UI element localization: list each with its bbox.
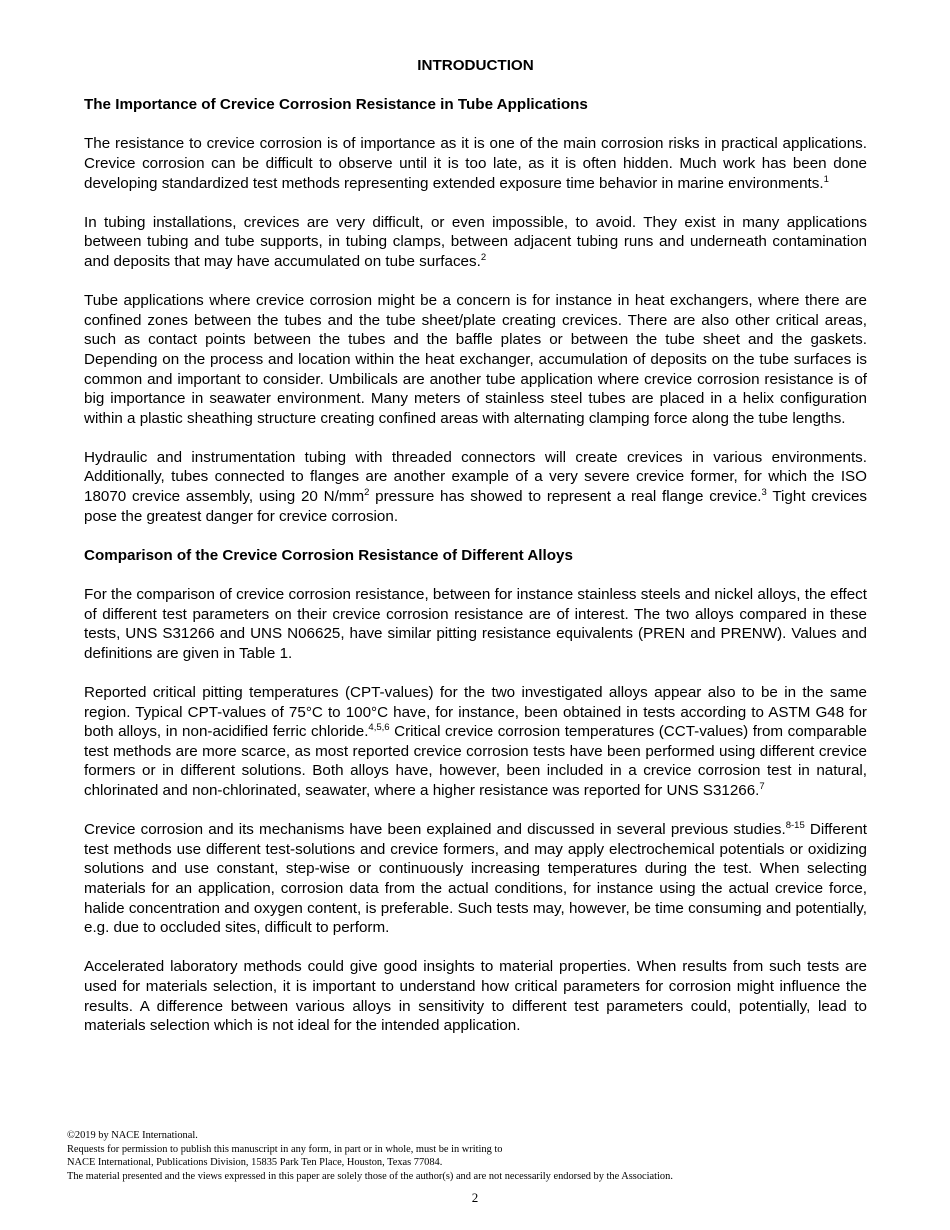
citation-ref: 3 <box>761 487 767 499</box>
paragraph-1-3: Tube applications where crevice corrosion might be a concern is for instance in heat exchangers, where there are confined zones between the tubes and the tube sheet/plate creating crevices. There are also other critical areas, such as contact points between the tubes and the baffle plates or between the tube sheet and the gaskets. Depending on the process and location within the heat exchanger, accumulation of deposits on the tube surfaces is common and important to consider. Umbilicals are another tube application where crevice corrosion resistance is of big importance in seawater environment. Many meters of stainless steel tubes are placed in a helix configuration within a plastic sheathing structure creating confined areas with alternating clamping force along the tube lengths. <box>84 292 867 427</box>
page-number: 2 <box>471 1190 479 1205</box>
section-title: INTRODUCTION <box>417 57 534 74</box>
heading-crevice-importance: The Importance of Crevice Corrosion Resistance in Tube Applications <box>84 96 588 114</box>
paragraph-text: Different test methods use different test-solutions and crevice formers, and may apply electrochemical potentials or oxidizing solutions and use constant, step-wise or continuously increasing temperatures during the test. When selecting materials for an application, corrosion data from the actual conditions, for instance using the actual crevice force, halide concentration and oxygen content, is preferable. Such tests may, however, be time consuming and potentially, e.g. due to occluded sites, difficult to perform. <box>84 821 868 937</box>
citation-ref: 2 <box>480 251 487 263</box>
footer-line: The material presented and the views expressed in this paper are solely those of the author(s) and are not necessarily endorsed by the Association. <box>67 1170 673 1182</box>
paragraph-text: Hydraulic and instrumentation tubing with threaded connectors will create crevices in various environments. Additionally, tubes connected to flanges are another example of a very severe crevice former, for which the ISO 18070 crevice assembly, using 20 N/mm <box>84 448 867 506</box>
paragraph-text: Tight crevices pose the greatest danger for crevice corrosion. <box>84 488 867 525</box>
heading-alloy-comparison: Comparison of the Crevice Corrosion Resistance of Different Alloys <box>84 546 573 564</box>
paragraph-2-2 <box>84 683 867 801</box>
paragraph-2-4: Accelerated laboratory methods could give good insights to material properties. When results from such tests are used for materials selection, it is important to understand how critical parameters for corrosion might influence the results. A difference between various alloys in sensitivity to different test parameters could, potentially, lead to materials selection which is not ideal for the intended application. <box>84 958 867 1035</box>
paragraph-text: Crevice corrosion and its mechanisms have been explained and discussed in several previous studies. <box>84 821 786 839</box>
copyright-footer <box>67 1129 887 1183</box>
paragraph-text: pressure has showed to represent a real flange crevice. <box>369 488 762 506</box>
paper-page <box>84 56 867 1055</box>
citation-ref: 7 <box>759 780 765 792</box>
unit-superscript: 2 <box>364 487 370 499</box>
paragraph-1-2 <box>84 213 867 272</box>
paragraph-text: Reported critical pitting temperatures (CPT-values) for the two investigated alloys appear also to be in the same region. Typical CPT-values of 75°C to 100°C have, for instance, been obtained in tests according to ASTM G48 for both alloys, in non-acidified ferric chloride. <box>84 684 867 741</box>
paragraph-text: Critical crevice corrosion temperatures (CCT-values) from comparable test methods are more scarce, as most reported crevice corrosion tests have been performed using different crevice formers or in different solutions. Both alloys have, however, been included in a crevice corrosion test in natural, chlorinated and non-chlorinated, seawater, where a higher resistance was reported for UNS S31266. <box>84 723 867 799</box>
paragraph-text: The resistance to crevice corrosion is of importance as it is one of the main corrosion risks in practical applications. Crevice corrosion can be difficult to observe until it is too late, as it is often hidden. Much work has been done developing standardized test methods representing extended exposure time behavior in marine environments. <box>84 135 867 192</box>
paragraph-text: In tubing installations, crevices are very difficult, or even impossible, to avoid. They exist in many applications between tubing and tube supports, in tubing clamps, between adjacent tubing runs and underneath contamination and deposits that may have accumulated on tube surfaces. <box>84 213 867 270</box>
citation-ref: 8-15 <box>785 820 805 832</box>
paragraph-2-1: For the comparison of crevice corrosion resistance, between for instance stainless steels and nickel alloys, the effect of different test parameters on their crevice corrosion resistance are of interest. The two alloys compared in these tests, UNS S31266 and UNS N06625, have similar pitting resistance equivalents (PREN and PRENW). Values and definitions are given in Table 1. <box>84 586 867 662</box>
paragraph-1-4 <box>84 448 867 526</box>
paragraph-2-3 <box>84 820 867 938</box>
footer-line: Requests for permission to publish this manuscript in any form, in part or in whole, must be in writing to <box>67 1143 503 1155</box>
citation-ref: 1 <box>823 173 829 185</box>
paragraph-1-1 <box>84 134 867 193</box>
footer-line: ©2019 by NACE International. <box>67 1130 198 1141</box>
citation-ref: 4,5,6 <box>368 722 390 734</box>
footer-line: NACE International, Publications Division, 15835 Park Ten Place, Houston, Texas 77084. <box>67 1157 443 1169</box>
